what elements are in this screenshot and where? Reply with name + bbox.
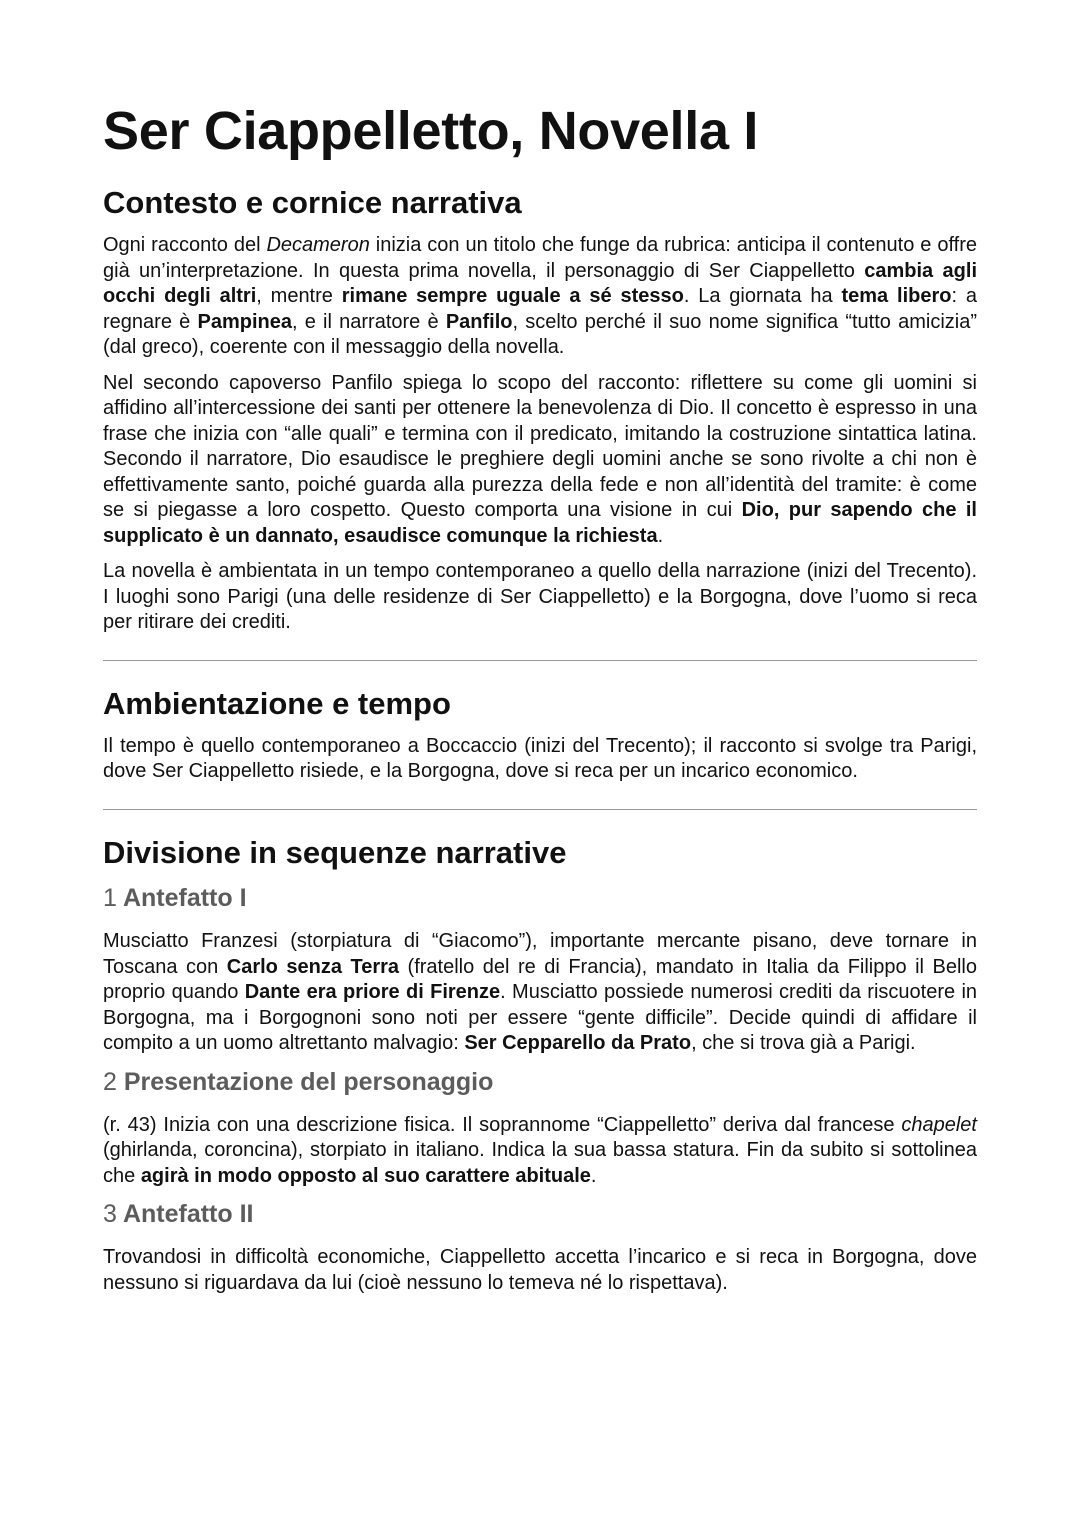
section-divisione	[103, 834, 977, 1296]
document-title: Ser Ciappelletto, Novella I	[103, 101, 759, 161]
section-heading-ambientazione: Ambientazione e tempo	[103, 685, 451, 721]
section-contesto	[103, 184, 977, 636]
paragraph-sequence-3: Trovandosi in difficoltà economiche, Ciappelletto accetta l’incarico e si reca in Borgogna, dove nessuno si riguardava da lui (cioè nessuno lo temeva né lo rispettava).	[103, 1246, 977, 1294]
section-ambientazione	[103, 685, 977, 785]
section-heading-contesto: Contesto e cornice narrativa	[103, 185, 522, 221]
sequence-heading-1: 1 Antefatto I	[103, 884, 247, 913]
paragraph-contesto-2: Nel secondo capoverso Panfilo spiega lo scopo del racconto: riflettere su come gli uomini si affidino all’intercessione dei santi per ottenere la benevolenza di Dio. Il concetto è espresso in una frase che inizia con “alle quali” e termina con il predicato, imitando la costruzione sintattica latina. Secondo il narratore, Dio esaudisce le preghiere degli uomini anche se sono rivolte a chi non è effettivamente santo, poiché guarda alla purezza della fede e non all’identità del tramite: è come se si piegasse a loro cospetto. Questo comporta una visione in cui Dio, pur sapendo che il supplicato è un dannato, esaudisce comunque la richiesta.	[103, 371, 977, 547]
paragraph-ambientazione: Il tempo è quello contemporaneo a Boccaccio (inizi del Trecento); il racconto si svolge tra Parigi, dove Ser Ciappelletto risiede, e la Borgogna, dove si reca per un incarico economico.	[103, 734, 977, 783]
sequence-heading-3: 3 Antefatto II	[103, 1200, 254, 1229]
paragraph-contesto-1: Ogni racconto del Decameron inizia con un titolo che funge da rubrica: anticipa il contenuto e offre già un’interpretazione. In questa prima novella, il personaggio di Ser Ciappelletto cambia agli occhi degli altri, mentre rimane sempre uguale a sé stesso. La giornata ha tema libero: a regnare è Pampinea, e il narratore è Panfilo, scelto perché il suo nome significa “tutto amicizia” (dal greco), coerente con il messaggio della novella.	[103, 234, 978, 359]
paragraph-sequence-1: Musciatto Franzesi (storpiatura di “Giacomo”), importante mercante pisano, deve tornare in Toscana con Carlo senza Terra (fratello del re di Francia), mandato in Italia da Filippo il Bello proprio quando Dante era priore di Firenze. Musciatto possiede numerosi crediti da riscuotere in Borgogna, ma i Borgognoni sono noti per essere “gente difficile”. Decide quindi di affidare il compito a un uomo altrettanto malvagio: Ser Cepparello da Prato, che si trova già a Parigi.	[103, 930, 978, 1055]
document-content	[103, 100, 977, 1306]
section-divider	[103, 809, 977, 810]
section-divider	[103, 660, 977, 661]
paragraph-contesto-3: La novella è ambientata in un tempo contemporaneo a quello della narrazione (inizi del Trecento). I luoghi sono Parigi (una delle residenze di Ser Ciappelletto) e la Borgogna, dove l’uomo si reca per ritirare dei crediti.	[103, 560, 977, 634]
section-heading-divisione: Divisione in sequenze narrative	[103, 834, 567, 870]
paragraph-sequence-2: (r. 43) Inizia con una descrizione fisica. Il soprannome “Ciappelletto” deriva dal francese chapelet (ghirlanda, coroncina), storpiato in italiano. Indica la sua bassa statura. Fin da subito si sottolinea che agirà in modo opposto al suo carattere abituale.	[103, 1113, 977, 1187]
sequence-heading-2: 2 Presentazione del personaggio	[103, 1067, 494, 1096]
